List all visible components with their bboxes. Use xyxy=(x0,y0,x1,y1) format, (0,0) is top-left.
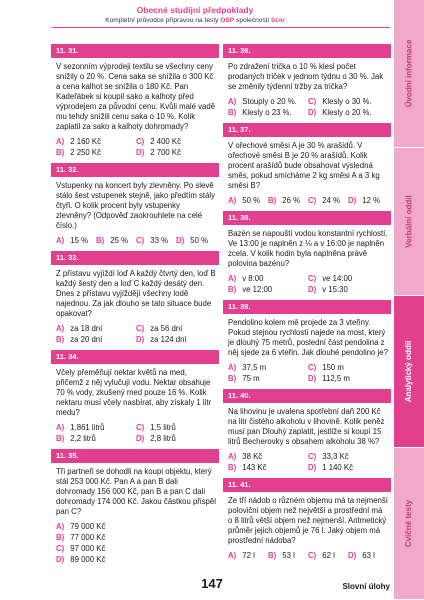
option-value: 24 % xyxy=(322,196,341,205)
option-value: 26 % xyxy=(282,196,301,205)
answer-options xyxy=(223,449,391,478)
question-block xyxy=(223,389,391,478)
option-letter: A) xyxy=(228,196,237,205)
option-letter: C) xyxy=(136,423,145,432)
answer-options xyxy=(223,94,391,123)
question-block xyxy=(223,44,391,123)
answer-option xyxy=(56,532,216,543)
option-letter: A) xyxy=(228,551,237,560)
option-value: za 56 dní xyxy=(150,324,183,333)
answer-options xyxy=(51,233,219,251)
subtitle-text: Kompletní průvodce přípravou na testy xyxy=(105,17,221,24)
option-letter: D) xyxy=(308,374,317,383)
answer-option xyxy=(308,96,388,107)
answer-option xyxy=(308,550,348,561)
option-letter: A) xyxy=(56,236,65,245)
answer-option xyxy=(96,235,136,246)
option-letter: A) xyxy=(228,97,237,106)
option-value: 1 140 Kč xyxy=(322,463,354,472)
sidebar-tab[interactable] xyxy=(394,148,424,296)
answer-option xyxy=(228,462,308,473)
option-letter: C) xyxy=(308,196,317,205)
option-letter: D) xyxy=(308,108,317,117)
option-letter: A) xyxy=(228,274,237,283)
option-letter: B) xyxy=(56,533,65,542)
answer-option xyxy=(308,373,388,384)
option-letter: D) xyxy=(136,148,145,157)
question-number: 11. 36. xyxy=(223,44,391,58)
option-value: 33 % xyxy=(150,236,169,245)
option-letter: A) xyxy=(228,363,237,372)
answer-option xyxy=(56,422,136,433)
answer-option xyxy=(228,373,308,384)
answer-option xyxy=(228,550,268,561)
option-value: 97 000 Kč xyxy=(70,544,106,553)
option-letter: A) xyxy=(228,452,237,461)
answer-options xyxy=(223,193,391,211)
option-letter: C) xyxy=(308,551,317,560)
sidebar-tab[interactable] xyxy=(394,0,424,148)
option-letter: D) xyxy=(348,551,357,560)
question-text: Pendolino kolem mě projede za 3 vteřiny. Pokud stejnou rychlostí najede na most, který je dlouhý 75 metrů, poslední část pendolina z něj sjede za 6 vteřin. Jak dlouhé pendolino je? xyxy=(228,318,388,357)
answer-options xyxy=(51,519,219,570)
answer-options xyxy=(223,548,391,566)
option-letter: C) xyxy=(136,137,145,146)
option-value: Klesly o 23 %. xyxy=(242,108,292,117)
question-number: 11. 39. xyxy=(223,300,391,314)
option-value: 62 l xyxy=(322,551,335,560)
option-value: za 18 dní xyxy=(70,324,103,333)
option-value: 25 % xyxy=(110,236,129,245)
option-value: v 15:30 xyxy=(322,285,348,294)
option-letter: D) xyxy=(136,434,145,443)
answer-option xyxy=(308,273,388,284)
answer-options xyxy=(51,321,219,350)
option-value: za 20 dní xyxy=(70,335,103,344)
header-divider xyxy=(52,27,390,28)
answer-option xyxy=(136,323,216,334)
right-question-column xyxy=(223,44,391,566)
answer-option xyxy=(348,550,388,561)
answer-option xyxy=(308,284,388,295)
answer-option xyxy=(308,451,388,462)
answer-option xyxy=(268,550,308,561)
option-value: ve 12:00 xyxy=(242,285,273,294)
option-value: 15 % xyxy=(70,236,89,245)
answer-option xyxy=(228,107,308,118)
option-value: 12 % xyxy=(362,196,381,205)
option-letter: B) xyxy=(228,463,237,472)
question-block xyxy=(51,44,219,163)
answer-option xyxy=(136,433,216,444)
option-letter: D) xyxy=(308,285,317,294)
subtitle-scio: Scio xyxy=(270,17,285,24)
option-letter: B) xyxy=(268,196,277,205)
option-letter: A) xyxy=(56,137,65,146)
question-text: Na lihovinu je uvalena spotřební daň 200 Kč na litr čistého alkoholu v lihovině. Kolik peněz musí pan Dlouhý zaplatit, jestliže si koupí 15 litrů Becherovky s obsahem alkoholu 38 %? xyxy=(228,407,385,446)
option-letter: B) xyxy=(228,374,237,383)
answer-option xyxy=(56,554,216,565)
option-letter: D) xyxy=(348,196,357,205)
answer-options xyxy=(223,360,391,389)
answer-option xyxy=(228,273,308,284)
option-value: 150 m xyxy=(322,363,344,372)
option-value: 112,5 m xyxy=(322,374,350,383)
question-number: 11. 37. xyxy=(223,123,391,137)
answer-option xyxy=(228,96,308,107)
option-value: 38 Kč xyxy=(242,452,263,461)
option-value: 53 l xyxy=(282,551,295,560)
option-value: v 8:00 xyxy=(242,274,264,283)
question-number: 11. 35. xyxy=(51,449,219,463)
answer-options xyxy=(51,420,219,449)
answer-option xyxy=(136,235,176,246)
option-letter: B) xyxy=(56,335,65,344)
page-number: 147 xyxy=(201,576,223,591)
answer-option xyxy=(56,136,136,147)
option-letter: C) xyxy=(136,236,145,245)
question-block xyxy=(51,350,219,449)
left-question-column xyxy=(51,44,219,570)
option-value: 77 000 Kč xyxy=(70,533,106,542)
option-value: Stouply o 20 %. xyxy=(242,97,297,106)
question-number: 11. 34. xyxy=(51,350,219,364)
question-number: 11. 32. xyxy=(51,163,219,177)
option-value: 2,8 litrů xyxy=(150,434,176,443)
answer-option xyxy=(228,195,268,206)
option-value: 89 000 Kč xyxy=(70,555,106,564)
answer-option xyxy=(308,362,388,373)
answer-option xyxy=(136,147,216,158)
answer-option xyxy=(308,107,388,118)
answer-option xyxy=(56,147,136,158)
option-value: 1,861 litrů xyxy=(70,423,105,432)
option-value: 63 l xyxy=(362,551,375,560)
question-block xyxy=(223,211,391,300)
option-value: ve 14:00 xyxy=(322,274,353,283)
option-letter: D) xyxy=(176,236,185,245)
question-text: Po zdražení trička o 10 % klesl počet prodaných triček v jednom týdnu o 30 %. Jak se změnily týdenní tržby za trička? xyxy=(228,62,384,91)
option-value: 2,2 litrů xyxy=(70,434,96,443)
option-letter: C) xyxy=(56,544,65,553)
question-text: Tři partneři se dohodli na koupi objektu, který stál 253 000 Kč. Pan A a pan B dali dohromady 156 000 Kč, pan B a pan C dali dohromady 174 000 Kč. Jakou částkou přispěl pan C? xyxy=(56,467,216,516)
question-text: Z přístavu vyjíždí loď A každý čtvrtý den, loď B každý šestý den a loď C každý desátý den. Dnes z přístavu vyjíždějí všechny lodě najednou. Za jak dlouho se tato situace bude opakovat? xyxy=(56,269,216,318)
answer-option xyxy=(136,136,216,147)
option-letter: B) xyxy=(56,434,65,443)
chapter-label: Slovní úlohy xyxy=(342,582,390,591)
option-letter: A) xyxy=(56,324,65,333)
option-letter: B) xyxy=(268,551,277,560)
answer-option xyxy=(228,362,308,373)
option-value: Klesly o 20 %. xyxy=(322,108,372,117)
sidebar-tab-label: Úvodní informace xyxy=(404,39,414,108)
question-block xyxy=(223,123,391,211)
option-letter: B) xyxy=(228,108,237,117)
question-text: Ze tří nádob o různém objemu má ta nejmenší polovični objem než největší a prostřední má o 8 litrů větší objem než nejmenší. Aritmetický průměr jejich objemů je 76 l. Jaký objem má prostřední nádoba? xyxy=(228,496,388,545)
subtitle-mid: společnosti xyxy=(234,17,271,24)
answer-option xyxy=(228,284,308,295)
option-letter: C) xyxy=(308,274,317,283)
question-text: V sezonním výprodeji textilu se všechny ceny snížily o 20 %. Cena saka se snížila o 300 Kč a cena kalhot se snížila o 180 Kč. Pan Kadeřábek si koupil sako a kalhoty před výprodejem za původní cenu. Kvůli malé vadě mu tehdy snížili cenu saka o 10 %. Kolik zaplatil za sako a kalhoty dohromady? xyxy=(56,62,216,131)
option-value: 50 % xyxy=(242,196,261,205)
sidebar-tab-label: Analytický oddíl xyxy=(404,340,414,403)
option-letter: D) xyxy=(56,555,65,564)
header-title: Obecné studijní předpoklady xyxy=(136,5,254,15)
sidebar-tab-label: Verbální oddíl xyxy=(404,195,414,248)
answer-option xyxy=(56,433,136,444)
option-letter: D) xyxy=(136,335,145,344)
subtitle-osp: OSP xyxy=(220,17,235,24)
answer-options xyxy=(51,134,219,163)
question-block xyxy=(51,251,219,350)
answer-option xyxy=(136,422,216,433)
option-letter: B) xyxy=(56,148,65,157)
answer-option xyxy=(56,323,136,334)
header-subtitle xyxy=(0,17,390,24)
option-letter: B) xyxy=(96,236,105,245)
question-text: Vstupenky na koncert byly zlevněny. Po slevě stálo šest vstupenek stejně, jako předtím stály čtyři. O kolik procent byly vstupenky zlevněny? (Odpověď zaokrouhlete na celé číslo.) xyxy=(56,181,216,230)
option-value: 2 700 Kč xyxy=(150,148,182,157)
question-number: 11. 41. xyxy=(223,478,391,492)
answer-option xyxy=(308,462,388,473)
option-letter: B) xyxy=(228,285,237,294)
option-value: 2 400 Kč xyxy=(150,137,182,146)
question-block xyxy=(51,163,219,251)
answer-option xyxy=(136,334,216,345)
sidebar-tab-label: Cvičné testy xyxy=(404,499,414,548)
question-number: 11. 40. xyxy=(223,389,391,403)
option-letter: C) xyxy=(308,97,317,106)
answer-option xyxy=(176,235,216,246)
question-text: V ořechové směsi A je 30 % arašídů. V ořechové směsi B je 20 % arašídů. Kolik procent arašídů bude obsahovat výsledná směs, pokud smícháme 2 kg směsi A a 3 kg směsi B? xyxy=(228,141,380,190)
question-block xyxy=(51,449,219,570)
question-number: 11. 38. xyxy=(223,211,391,225)
question-block xyxy=(223,478,391,566)
question-block xyxy=(223,300,391,389)
answer-option xyxy=(56,543,216,554)
answer-option xyxy=(56,521,216,532)
option-value: 2 250 Kč xyxy=(70,148,102,157)
answer-option xyxy=(308,195,348,206)
option-value: 1,5 litrů xyxy=(150,423,176,432)
question-number: 11. 33. xyxy=(51,251,219,265)
option-value: 79 000 Kč xyxy=(70,522,106,531)
option-letter: C) xyxy=(136,324,145,333)
answer-option xyxy=(56,334,136,345)
option-value: Klesly o 30 %. xyxy=(322,97,372,106)
answer-option xyxy=(268,195,308,206)
option-letter: C) xyxy=(308,363,317,372)
option-value: za 124 dní xyxy=(150,335,187,344)
answer-options xyxy=(223,271,391,300)
question-text: Bazén se napouští vodou konstantní rychlostí. Ve 13:00 je naplněn z ⅛ a v 16:00 je naplněn zcela. V kolik hodin byla naplněna právě polovina bazénu? xyxy=(228,229,388,268)
option-letter: A) xyxy=(56,423,65,432)
answer-option xyxy=(228,451,308,462)
option-value: 37,5 m xyxy=(242,363,267,372)
answer-option xyxy=(348,195,388,206)
option-value: 143 Kč xyxy=(242,463,267,472)
question-number: 11. 31. xyxy=(51,44,219,58)
sidebar-tab[interactable] xyxy=(394,296,424,448)
option-letter: A) xyxy=(56,522,65,531)
section-sidebar xyxy=(394,0,424,600)
option-value: 2 160 Kč xyxy=(70,137,102,146)
option-value: 33,3 Kč xyxy=(322,452,349,461)
option-value: 50 % xyxy=(190,236,209,245)
option-letter: C) xyxy=(308,452,317,461)
option-letter: D) xyxy=(308,463,317,472)
option-value: 75 m xyxy=(242,374,260,383)
question-text: Včely přeměňují nektar květů na med, přičemž z něj vylučují vodu. Nektar obsahuje 70 % vody, zkušený med pouze 16 %. Kolik nektaru musí včely nasbírat, aby získaly 1 litr medu? xyxy=(56,368,212,417)
answer-option xyxy=(56,235,96,246)
option-value: 72 l xyxy=(242,551,255,560)
